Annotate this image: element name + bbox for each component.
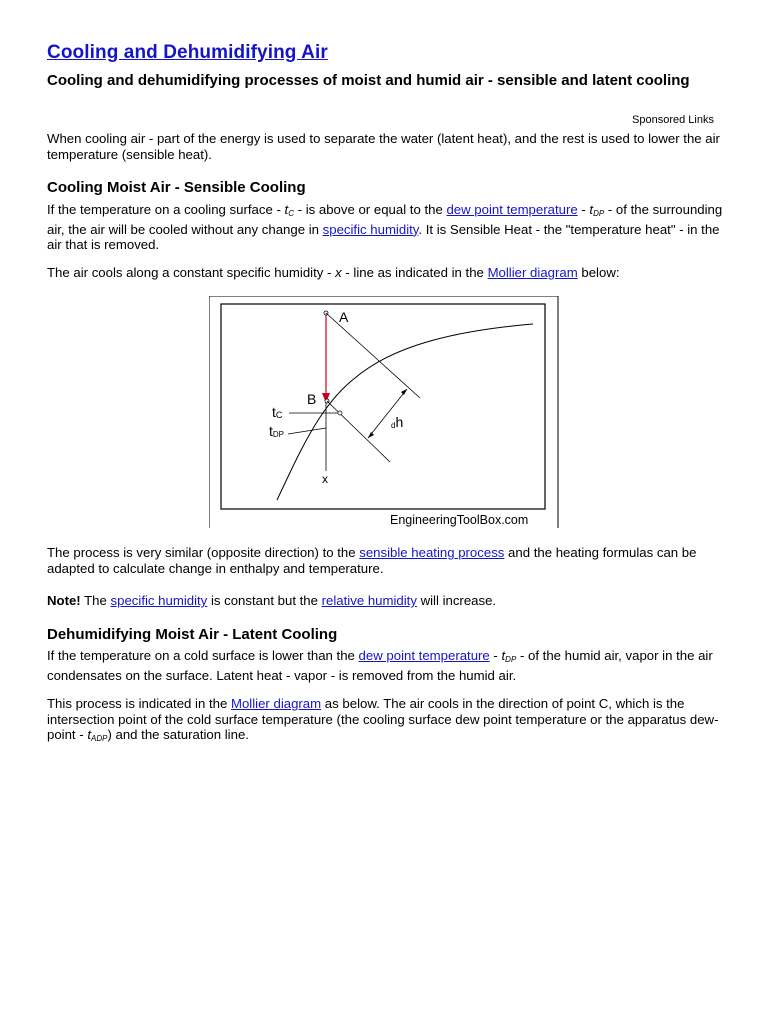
dew-point-temperature-link-2[interactable]: dew point temperature [358,648,490,663]
note-label: Note! [47,593,81,608]
text-run: - [577,202,590,217]
section-heading-latent-cooling: Dehumidifying Moist Air - Latent Cooling [47,626,338,643]
text-run: If the temperature on a cold surface is lower than the [47,648,359,663]
text-run: - of the humid air, vapor in the air condensates on the surface. Latent heat - vapor - is removed from the humid air. [47,648,713,683]
label-tdp-subscript: DP [272,430,285,439]
tdp-line [288,428,326,434]
tdp-symbol: t [589,202,594,217]
text-run: is constant but the [207,593,322,608]
tc-point-marker [338,411,342,415]
tadp-subscript: ADP [91,734,108,743]
tc-subscript: C [288,209,294,218]
text-run: - line as indicated in the [341,265,488,280]
plot-border [221,304,545,509]
text-run: as below. The air cools in the direction of point C, which is the intersection point of the cold surface temperature (the cooling surface dew point temperature or the apparatus dew-point - [47,696,719,742]
sensible-heating-paragraph [47,545,737,576]
specific-humidity-link-2[interactable]: specific humidity [110,593,208,608]
sensible-heating-process-link[interactable]: sensible heating process [359,545,505,560]
text-run: If the temperature on a cooling surface - [47,202,285,217]
label-tc-subscript: C [275,410,283,420]
enthalpy-line-a [326,313,420,398]
note-paragraph [47,593,737,609]
text-run: The process is very similar (opposite direction) to the [47,545,360,560]
diagram-watermark: EngineeringToolBox.com [390,513,529,527]
text-run: This process is indicated in the [47,696,231,711]
label-dh-main: h [395,414,404,430]
mollier-diagram-link-2[interactable]: Mollier diagram [230,696,322,711]
sensible-cooling-paragraph [47,202,737,253]
label-tdp [269,423,284,439]
mollier-diagram-svg [209,296,559,528]
tdp-subscript: DP [593,209,605,218]
label-dh [391,414,403,430]
x-symbol: x [335,265,342,280]
saturation-curve [277,324,533,500]
page-subtitle: Cooling and dehumidifying processes of moist and humid air - sensible and latent cooling [47,72,690,89]
dh-arrow-top [401,389,407,395]
text-run: The air cools along a constant specific humidity - [47,265,336,280]
intro-paragraph: When cooling air - part of the energy is used to separate the water (latent heat), and the rest is used to lower the air temperature (sensible heat). [47,131,720,162]
label-point-b: B [307,391,317,407]
dew-point-temperature-link[interactable]: dew point temperature [446,202,578,217]
enthalpy-line-b [327,401,390,462]
mollier-diagram-figure [209,296,559,528]
text-run: - is above or equal to the [293,202,447,217]
tdp-subscript-2: DP [505,655,517,664]
text-run: . It is Sensible Heat - the "temperature heat" - in the air that is removed. [47,221,720,252]
section-heading-sensible-cooling: Cooling Moist Air - Sensible Cooling [47,179,306,196]
label-tc [272,404,283,420]
latent-cooling-paragraph [47,648,737,683]
label-tc-main: t [272,404,276,420]
constant-humidity-paragraph [47,265,737,281]
page-title[interactable]: Cooling and Dehumidifying Air [47,42,328,63]
text-run: The [80,593,111,608]
tc-symbol: t [284,202,289,217]
mollier-diagram-link[interactable]: Mollier diagram [487,265,578,280]
label-tdp-main: t [269,423,273,439]
tadp-symbol: t [87,727,91,742]
text-run: ) and the saturation line. [107,727,249,742]
label-point-a: A [339,309,349,325]
text-run: - [489,648,502,663]
latent-process-paragraph [47,696,737,747]
specific-humidity-link[interactable]: specific humidity [322,221,419,237]
dh-arrow-bottom [368,432,374,438]
text-run: and the heating formulas can be adapted to calculate change in enthalpy and temperature. [47,545,697,576]
tdp-symbol-2: t [501,648,506,663]
label-dh-prefix: d [391,421,396,430]
label-x: x [322,472,328,486]
sponsored-links-label: Sponsored Links [632,114,714,126]
text-run: - of the surrounding air, the air will be cooled without any change in [47,202,723,237]
text-run: below: [577,265,620,280]
text-run: will increase. [416,593,497,608]
relative-humidity-link[interactable]: relative humidity [321,593,417,608]
